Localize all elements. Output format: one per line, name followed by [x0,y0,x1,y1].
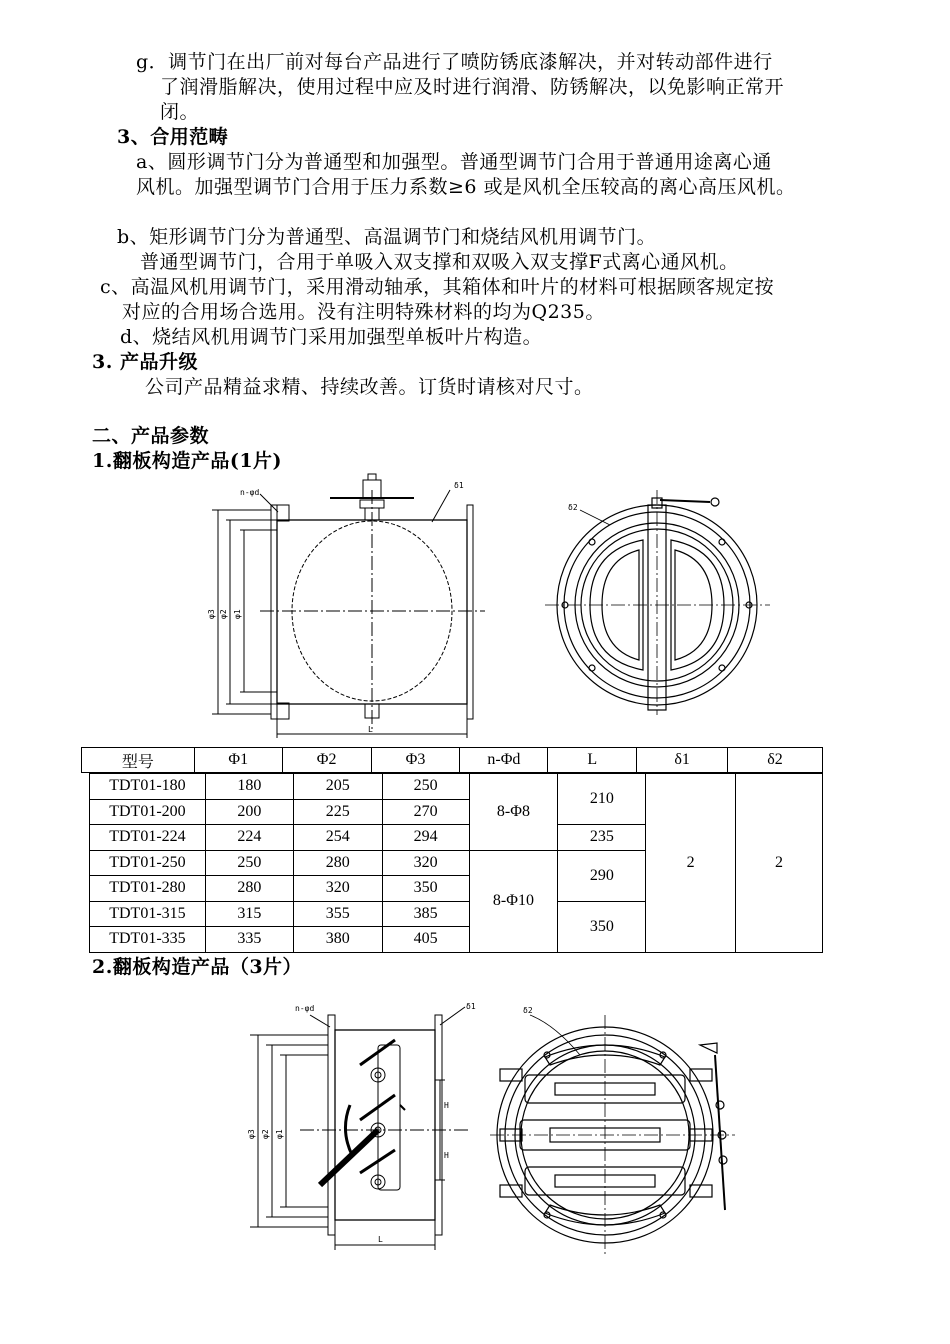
header-L: L [548,748,637,773]
upgrade-heading: 3. 产品升级 [92,351,198,373]
cell-phi3: 250 [382,774,469,800]
label-phi3-2: φ3 [247,1129,256,1139]
cell-phi3: 270 [382,799,469,825]
cell-model: TDT01-224 [90,825,206,851]
cell-phi1: 224 [205,825,293,851]
cell-phi2: 380 [293,927,382,953]
scope-a-line2: 风机。加强型调节门合用于压力系数≥6 或是风机全压较高的离心高压风机。 [136,176,796,198]
drawing-1-front-view [540,480,780,720]
params-heading: 二、产品参数 [92,425,210,447]
table-header-row [82,748,823,773]
cell-L-a: 210 [558,774,646,825]
cell-phi3: 320 [382,850,469,876]
cell-phi2: 205 [293,774,382,800]
cell-model: TDT01-250 [90,850,206,876]
header-delta1: δ1 [637,748,728,773]
cell-n-phid-a: 8-Φ8 [469,774,558,851]
cell-phi3: 405 [382,927,469,953]
header-phi2: Φ2 [282,748,371,773]
label-delta2-1: δ2 [568,503,578,512]
label-phi2-2: φ2 [261,1129,270,1139]
header-phi3: Φ3 [371,748,460,773]
label-L-2: L [378,1235,383,1244]
params-sub2: 2.翻板构造产品（3片） [92,956,303,978]
cell-phi1: 315 [205,901,293,927]
label-H1-2: H [444,1101,449,1110]
label-delta1-2: δ1 [466,1002,476,1011]
scope-a-line1: a、圆形调节门分为普通型和加强型。普通型调节门合用于普通用途离心通 [136,151,772,173]
note-g-line2: 了润滑脂解决，使用过程中应及时进行润滑、防锈解决，以免影响正常开 [160,76,785,98]
header-n-phid: n-Φd [460,748,548,773]
cell-model: TDT01-180 [90,774,206,800]
label-n-phid-1: n-φd [240,488,260,497]
cell-phi1: 280 [205,876,293,902]
cell-phi3: 385 [382,901,469,927]
spec-table-body [89,773,823,953]
cell-L-d: 350 [558,901,646,952]
label-L-1: L [368,725,373,734]
table-row [90,774,823,800]
drawing-2-side-view [240,995,480,1265]
scope-heading: 3、合用范畴 [117,126,229,148]
cell-phi2: 254 [293,825,382,851]
label-phi3-1: φ3 [207,609,216,619]
header-phi1: Φ1 [194,748,282,773]
spec-table [81,747,823,773]
note-g-line3: 闭。 [160,101,200,123]
drawing-2-front-view [485,995,755,1260]
params-sub1: 1.翻板构造产品(1片) [92,450,283,472]
label-H2-2: H [444,1151,449,1160]
cell-phi1: 200 [205,799,293,825]
label-delta1-1: δ1 [454,481,464,490]
cell-phi1: 250 [205,850,293,876]
scope-d-line1: d、烧结风机用调节门采用加强型单板叶片构造。 [120,326,543,348]
scope-b-line2: 普通型调节门，合用于单吸入双支撑和双吸入双支撑F式离心通风机。 [140,251,739,273]
cell-phi1: 180 [205,774,293,800]
scope-b-line1: b、矩形调节门分为普通型、高温调节门和烧结风机用调节门。 [117,226,657,248]
cell-phi2: 280 [293,850,382,876]
cell-n-phid-b: 8-Φ10 [469,850,558,952]
cell-phi2: 320 [293,876,382,902]
cell-model: TDT01-200 [90,799,206,825]
cell-phi1: 335 [205,927,293,953]
cell-phi2: 225 [293,799,382,825]
note-g-line1: g．调节门在出厂前对每台产品进行了喷防锈底漆解决，并对转动部件进行 [136,51,773,73]
cell-model: TDT01-335 [90,927,206,953]
cell-model: TDT01-280 [90,876,206,902]
label-delta2-2: δ2 [523,1006,533,1015]
cell-phi3: 294 [382,825,469,851]
label-n-phid-2: n-φd [295,1004,315,1013]
cell-delta1: 2 [646,774,736,953]
cell-delta2: 2 [736,774,823,953]
cell-L-c: 290 [558,850,646,901]
drawing-1-side-view [200,470,490,742]
label-phi2-1: φ2 [219,609,228,619]
upgrade-text: 公司产品精益求精、持续改善。订货时请核对尺寸。 [145,376,594,398]
scope-c-line1: c、高温风机用调节门，采用滑动轴承，其箱体和叶片的材料可根据顾客规定按 [100,276,775,298]
cell-model: TDT01-315 [90,901,206,927]
header-model: 型号 [82,748,195,773]
cell-phi2: 355 [293,901,382,927]
cell-phi3: 350 [382,876,469,902]
scope-c-line2: 对应的合用场合选用。没有注明特殊材料的均为Q235。 [122,301,605,323]
cell-L-b: 235 [558,825,646,851]
label-phi1-1: φ1 [233,609,242,619]
header-delta2: δ2 [728,748,823,773]
label-phi1-2: φ1 [275,1129,284,1139]
